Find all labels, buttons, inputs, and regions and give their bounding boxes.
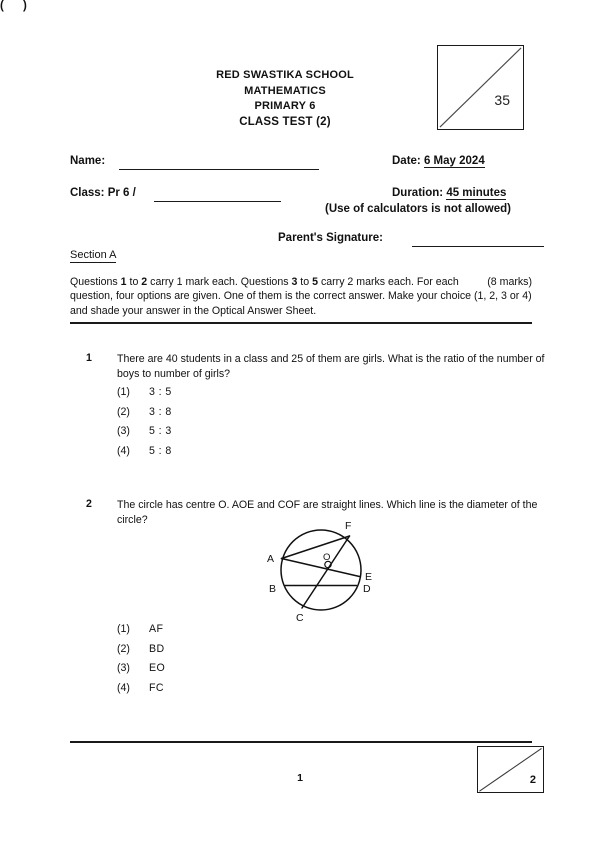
- question-1-text: There are 40 students in a class and 25 of them are girls. What is the ratio of the number of boys to number of girls?: [117, 353, 545, 380]
- name-input-line[interactable]: [119, 169, 319, 170]
- option-key: (1): [117, 386, 130, 398]
- instructions-text-5: carry 2 marks each. For each question, four options are given. One of them is the correct answer. Make your choice (1, 2, 3 or 4) and shade your answer in the Optical Answer Sheet.: [70, 276, 532, 317]
- instructions-bold-1: 1: [120, 276, 127, 288]
- option-item[interactable]: [117, 682, 165, 702]
- parent-signature-line[interactable]: [412, 246, 544, 247]
- option-value: 3 : 5: [149, 386, 172, 398]
- question-2-text: The circle has centre O. AOE and COF are straight lines. Which line is the diameter of the circle?: [117, 499, 538, 526]
- option-value: 5 : 8: [149, 444, 172, 457]
- option-item[interactable]: [117, 386, 172, 406]
- footer-corner-box: [477, 746, 544, 793]
- instructions-text-1: Questions: [70, 276, 121, 288]
- option-item[interactable]: [117, 643, 165, 663]
- option-value: FC: [149, 681, 164, 694]
- instructions-text-4: to: [297, 276, 313, 288]
- option-item[interactable]: [117, 662, 165, 682]
- duration-value: 45 minutes: [446, 187, 507, 199]
- date-value: 6 May 2024: [423, 155, 485, 167]
- instructions-bold-3: 3: [291, 276, 298, 288]
- option-key: (2): [117, 405, 130, 418]
- section-title: Section A: [70, 249, 117, 261]
- paper-name: CLASS TEST (2): [239, 115, 331, 128]
- option-value: 5 : 3: [149, 425, 172, 438]
- total-marks-value: 35: [494, 92, 510, 108]
- option-value: AF: [149, 623, 164, 635]
- duration-label: Duration:: [392, 187, 444, 199]
- option-key: (3): [117, 662, 130, 675]
- level-name: PRIMARY 6: [254, 100, 316, 112]
- section-divider: [70, 322, 532, 324]
- footer-divider: [70, 741, 532, 743]
- option-key: (1): [117, 623, 130, 635]
- question-1-number: 1: [86, 352, 92, 364]
- subject-name: MATHEMATICS: [244, 84, 326, 97]
- option-key: (4): [117, 681, 130, 694]
- instructions-text-3: carry 1 mark each. Questions: [147, 276, 292, 288]
- name-label: Name:: [70, 155, 106, 167]
- option-item[interactable]: [117, 445, 172, 465]
- date-label: Date:: [392, 155, 421, 167]
- option-key: (2): [117, 642, 130, 655]
- diagonal-line-icon: [438, 46, 523, 129]
- label-E: E: [365, 571, 373, 583]
- label-C: C: [296, 612, 304, 622]
- school-name: RED SWASTIKA SCHOOL: [216, 69, 354, 81]
- class-label: Class: Pr 6 /: [70, 187, 136, 199]
- question-2-options: [117, 623, 165, 701]
- section-instructions: [70, 275, 532, 318]
- circle-figure-icon: [253, 514, 388, 622]
- question-2-circle-diagram: [253, 514, 388, 622]
- option-key: (3): [117, 425, 130, 438]
- option-value: EO: [149, 662, 166, 675]
- label-O: O: [323, 552, 331, 563]
- instructions-bold-4: 5: [312, 276, 318, 288]
- exam-header: [150, 68, 420, 130]
- option-item[interactable]: [117, 425, 172, 445]
- index-number-parens: ( ): [0, 0, 35, 12]
- label-B: B: [269, 583, 277, 595]
- label-D: D: [363, 583, 371, 595]
- class-input-line[interactable]: [154, 201, 281, 202]
- option-item[interactable]: [117, 623, 165, 643]
- option-value: 3 : 8: [149, 405, 172, 418]
- total-marks-box: [437, 45, 524, 130]
- option-value: BD: [149, 642, 165, 655]
- option-key: (4): [117, 444, 130, 457]
- calculator-note: (Use of calculators is not allowed): [325, 203, 511, 215]
- footer-corner-value: 2: [529, 774, 536, 786]
- date-field: [392, 155, 485, 167]
- duration-field: [392, 187, 506, 199]
- parent-signature-label: Parent's Signature:: [278, 232, 383, 244]
- question-2-number: 2: [86, 498, 92, 510]
- label-A: A: [267, 553, 275, 565]
- instructions-text-2: to: [126, 276, 142, 288]
- question-1-options: [117, 386, 172, 464]
- page-number: 1: [297, 772, 303, 784]
- section-marks: (8 marks): [487, 276, 532, 288]
- option-item[interactable]: [117, 406, 172, 426]
- label-F: F: [345, 520, 352, 532]
- instructions-bold-2: 2: [141, 276, 148, 288]
